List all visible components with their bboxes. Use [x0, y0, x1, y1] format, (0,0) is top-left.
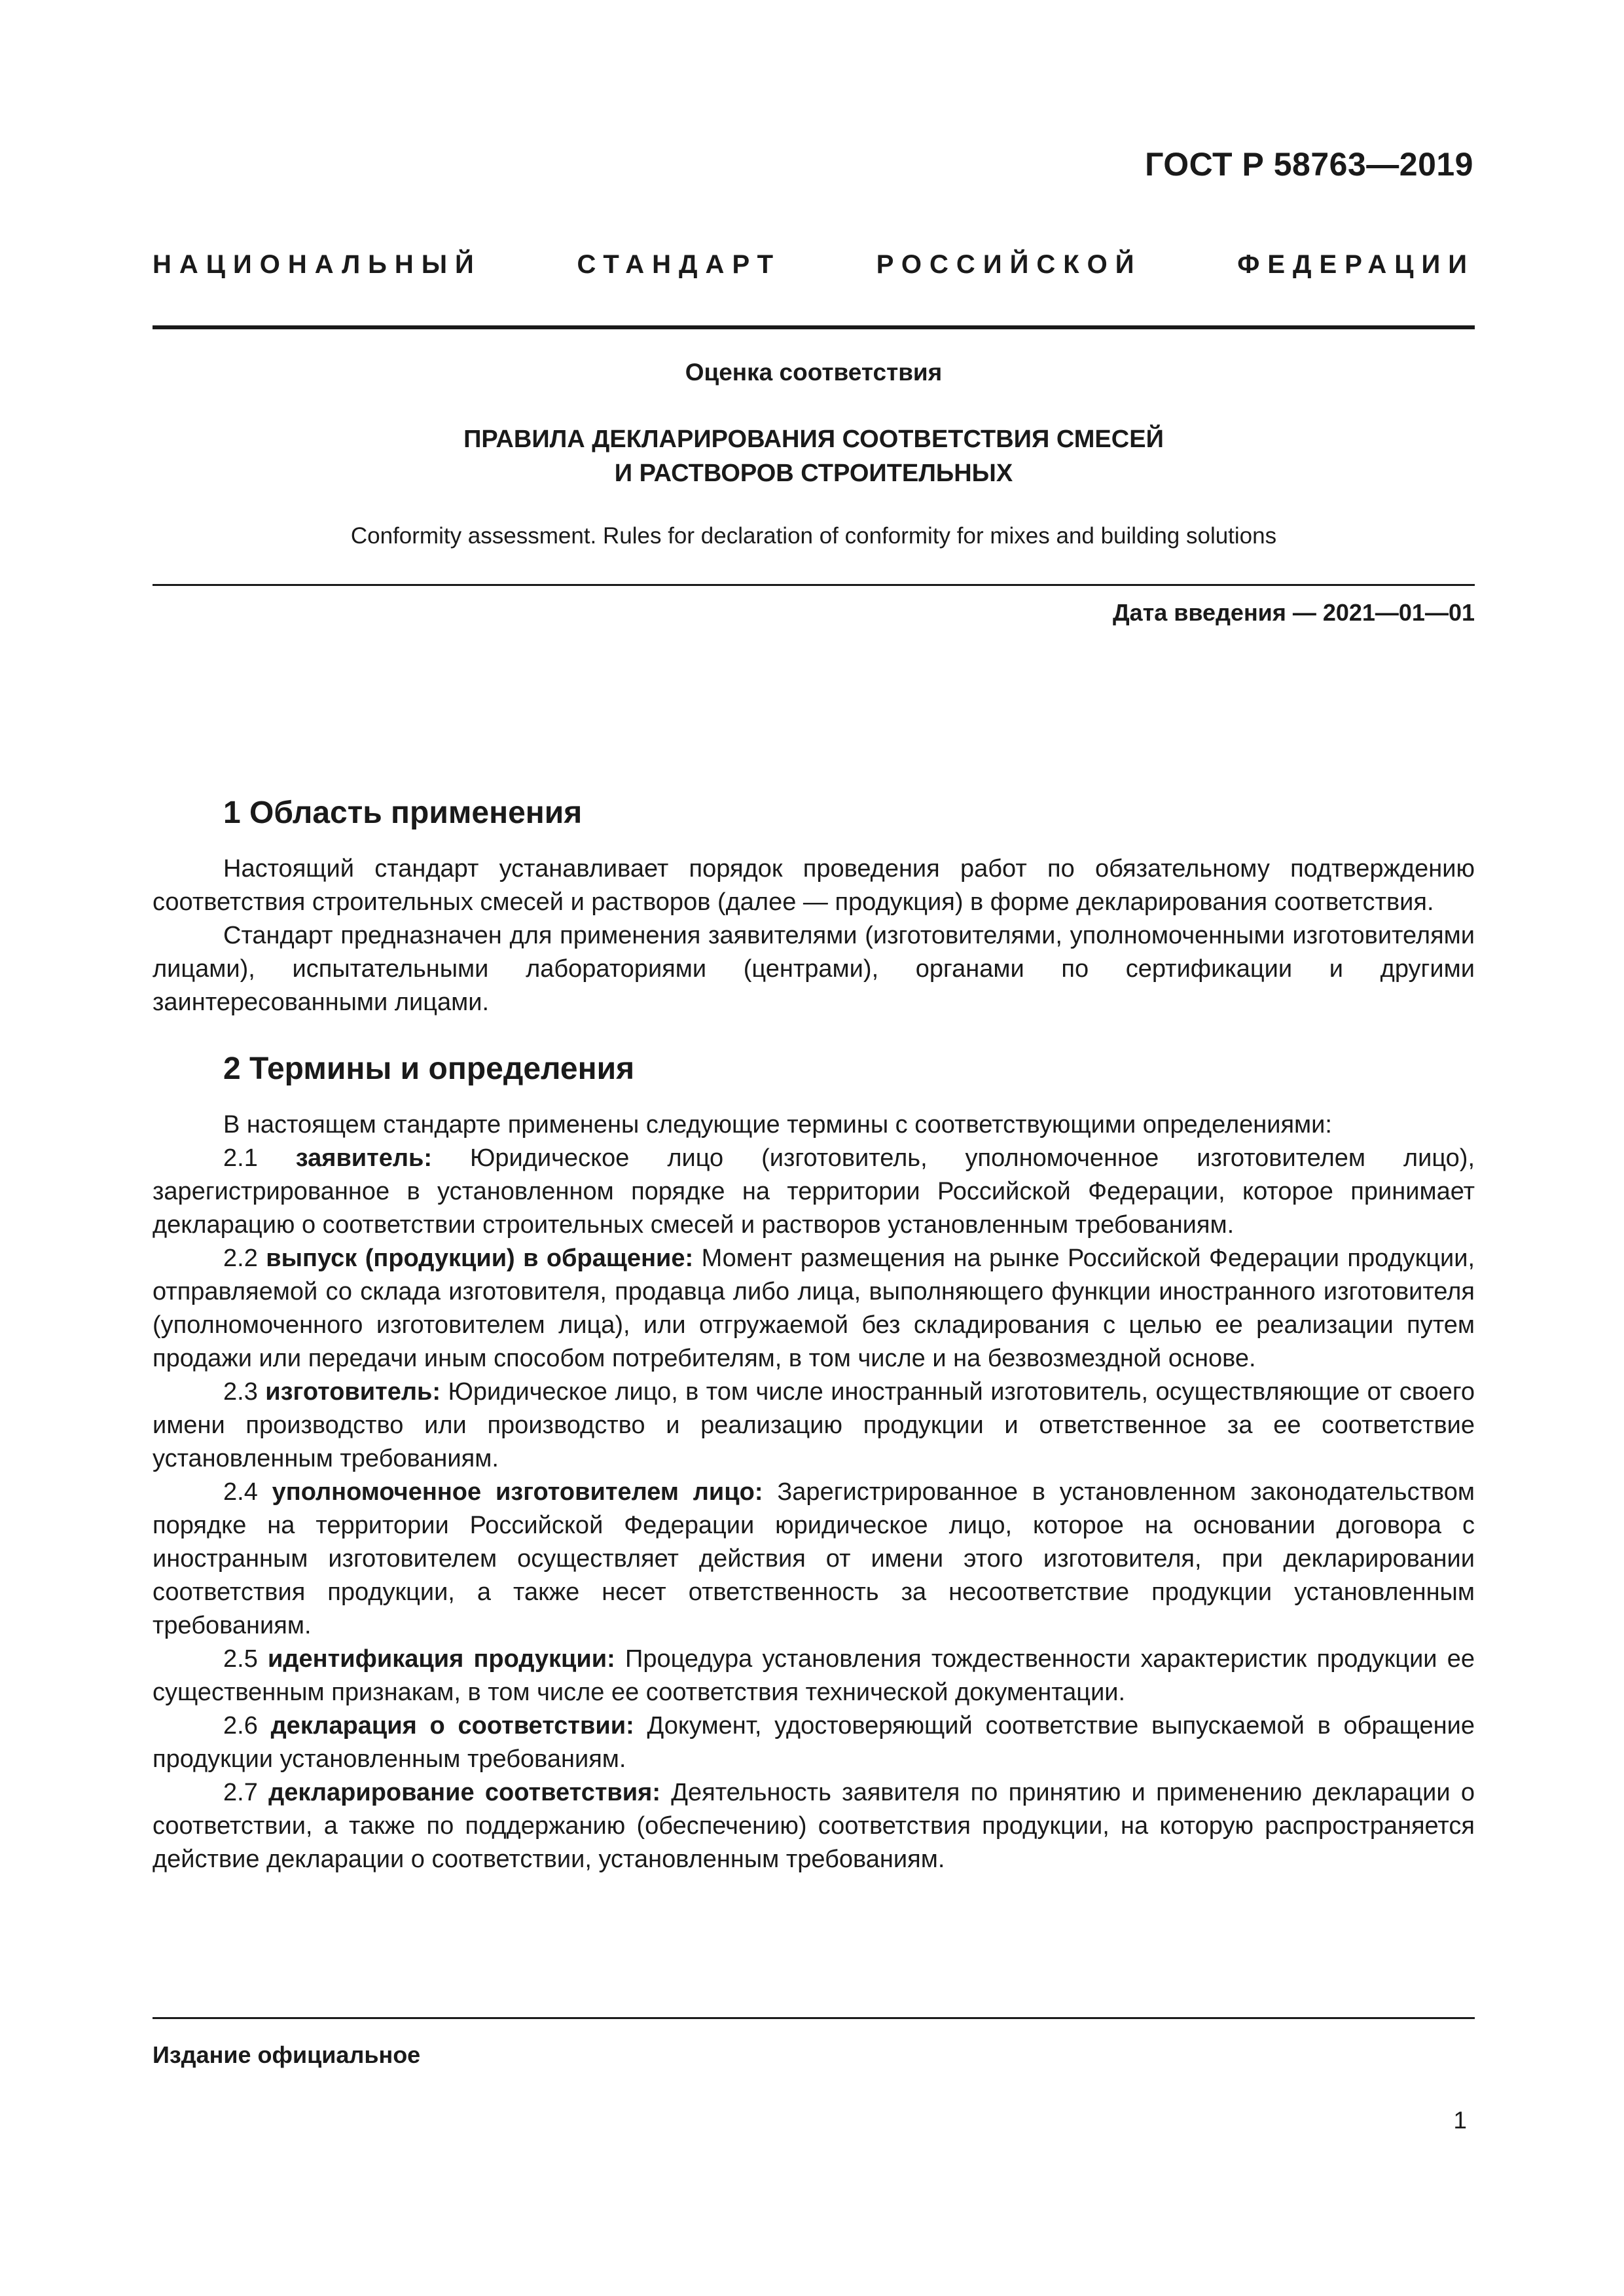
- page-number: 1: [1453, 2107, 1467, 2134]
- term-entry: [153, 1476, 1475, 1643]
- term-name: декларация о соответствии:: [270, 1712, 634, 1740]
- term-entry: [153, 1142, 1475, 1242]
- term-definition: Деятельность заявителя по принятию и применению декларации о соответствии, а также по поддержанию (обеспечению) соответствия продукции, на которую распространяется действие декларации о соответствии, установленным требованиям.: [153, 1779, 1475, 1873]
- document-body: [153, 793, 1475, 1876]
- term-name: изготовитель:: [265, 1378, 441, 1406]
- title-divider: [153, 584, 1475, 586]
- term-entry: [153, 1242, 1475, 1376]
- term-number: 2.3: [223, 1378, 258, 1406]
- term-name: уполномоченное изготовителем лицо:: [272, 1478, 763, 1506]
- term-entry: [153, 1709, 1475, 1776]
- english-title: Conformity assessment. Rules for declaration of conformity for mixes and building solutions: [350, 523, 1277, 549]
- section-2-heading: 2 Термины и определения: [223, 1051, 635, 1086]
- edition-label: Издание официальное: [153, 2041, 421, 2068]
- term-entry: [153, 1376, 1475, 1476]
- section-1-paragraph: Настоящий стандарт устанавливает порядок проведения работ по обязательному подтверждению соответствия строительных смесей и растворов (далее — продукция) в форме декларирования соответствия.: [153, 855, 1475, 916]
- term-definition: Документ, удостоверяющий соответствие выпускаемой в обращение продукции установленным требованиям.: [153, 1712, 1475, 1773]
- document-title: [153, 422, 1475, 490]
- term-number: 2.1: [223, 1144, 258, 1172]
- term-number: 2.7: [223, 1779, 258, 1806]
- term-number: 2.6: [223, 1712, 258, 1740]
- document-title-line-1: ПРАВИЛА ДЕКЛАРИРОВАНИЯ СООТВЕТСТВИЯ СМЕСЕЙ: [463, 426, 1164, 453]
- term-definition: Зарегистрированное в установленном законодательством порядке на территории Российской Федерации юридическое лицо, которое на основании договора с иностранным изготовителем осуществляет действия от имени этого изготовителя, при декларировании соответствия продукции, а также несет ответственность за несоответствие продукции установленным требованиям.: [153, 1478, 1475, 1639]
- term-number: 2.4: [223, 1478, 258, 1506]
- document-number: ГОСТ Р 58763—2019: [1145, 146, 1473, 183]
- national-standard-banner: НАЦИОНАЛЬНЫЙ СТАНДАРТ РОССИЙСКОЙ ФЕДЕРАЦИИ: [153, 250, 1475, 279]
- term-definition: Момент размещения на рынке Российской Федерации продукции, отправляемой со склада изготовителя, продавца либо лица, выполняющего функции иностранного изготовителя (уполномоченного изготовителем лица), или отгружаемой без складирования с целью ее реализации путем продажи или передачи иным способом потребителям, в том числе и на безвозмездной основе.: [153, 1245, 1475, 1372]
- term-definition: Юридическое лицо (изготовитель, уполномоченное изготовителем лицо), зарегистрированное в установленном порядке на территории Российской Федерации, которое принимает декларацию о соответствии строительных смесей и растворов установленным требованиям.: [153, 1144, 1475, 1239]
- term-name: декларирование соответствия:: [268, 1779, 660, 1806]
- term-definition: Юридическое лицо, в том числе иностранный изготовитель, осуществляющие от своего имени производство или производство и реализацию продукции и ответственное за ее соответствие установленным требованиям.: [153, 1378, 1475, 1472]
- document-subtitle: Оценка соответствия: [685, 359, 943, 386]
- term-entry: [153, 1643, 1475, 1709]
- document-title-line-2: И РАСТВОРОВ СТРОИТЕЛЬНЫХ: [614, 460, 1013, 487]
- section-1-heading: 1 Область применения: [223, 795, 583, 830]
- section-1-paragraph: Стандарт предназначен для применения заявителями (изготовителями, уполномоченными изготовителями лицами), испытательными лабораториями (центрами), органами по сертификации и другими заинтересованными лицами.: [153, 922, 1475, 1016]
- term-definition: Процедура установления тождественности характеристик продукции ее существенным признакам, в том числе ее соответствия технической документации.: [153, 1645, 1475, 1706]
- term-number: 2.2: [223, 1245, 258, 1272]
- term-entry: [153, 1776, 1475, 1876]
- footer-divider: [153, 2017, 1475, 2019]
- header-divider: [153, 325, 1475, 329]
- term-name: заявитель:: [295, 1144, 433, 1172]
- term-number: 2.5: [223, 1645, 258, 1673]
- intro-date: Дата введения — 2021—01—01: [1112, 599, 1475, 626]
- term-name: идентификация продукции:: [268, 1645, 615, 1673]
- section-2-intro: В настоящем стандарте применены следующие термины с соответствующими определениями:: [223, 1111, 1332, 1139]
- term-name: выпуск (продукции) в обращение:: [266, 1245, 694, 1272]
